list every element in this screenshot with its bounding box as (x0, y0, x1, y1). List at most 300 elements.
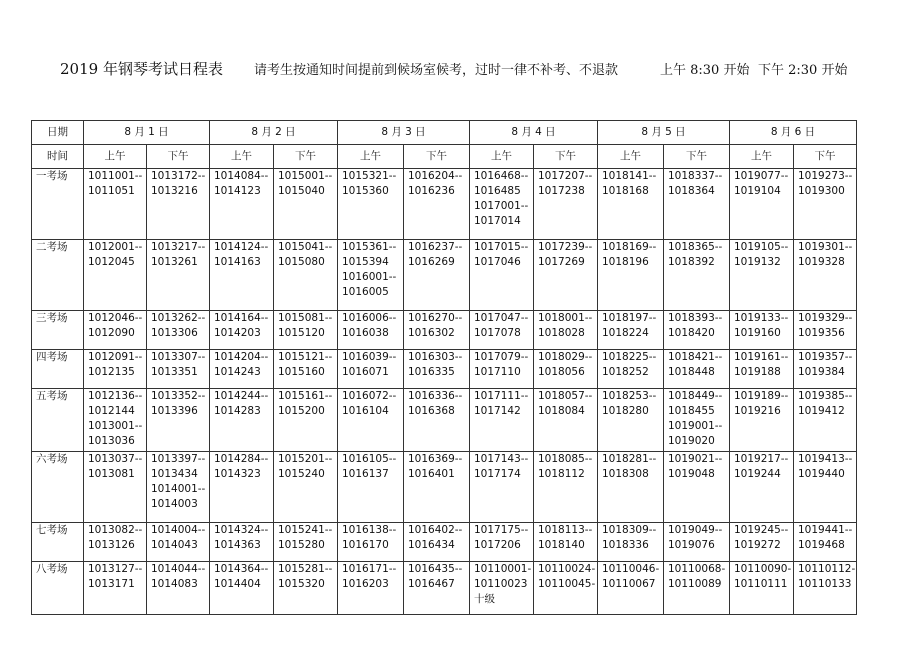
candidate-number-range: 1013126 (88, 539, 135, 551)
candidate-number-range: 1013037-- (88, 453, 143, 465)
schedule-cell (404, 389, 470, 452)
candidate-number-range: 10110090- (734, 563, 792, 575)
candidate-number-range: 1018280 (602, 405, 649, 417)
candidate-number-range: 1018337-- (668, 170, 723, 182)
schedule-cell (84, 311, 147, 350)
schedule-cell (598, 562, 664, 615)
schedule-cell (794, 562, 857, 615)
candidate-number-range: 1015081-- (278, 312, 333, 324)
candidate-number-range: 1013306 (151, 327, 198, 339)
candidate-number-range: 1016269 (408, 256, 455, 268)
candidate-number-range: 1014243 (214, 366, 261, 378)
candidate-number-range: 1015241-- (278, 524, 333, 536)
candidate-number-range: 1014003 (151, 498, 198, 510)
pm-header: 下午 (274, 145, 338, 169)
candidate-number-range: 1019048 (668, 468, 715, 480)
candidate-number-range: 1019412 (798, 405, 845, 417)
schedule-cell (274, 389, 338, 452)
candidate-number-range: 1012135 (88, 366, 135, 378)
date-header-row (32, 121, 857, 145)
candidate-number-range: 1018455 (668, 405, 715, 417)
schedule-cell (664, 169, 730, 240)
candidate-number-range: 1019001-- (668, 420, 723, 432)
candidate-number-range: 1019441-- (798, 524, 853, 536)
candidate-number-range: 1019132 (734, 256, 781, 268)
candidate-number-range: 1019049-- (668, 524, 723, 536)
candidate-number-range: 1016303-- (408, 351, 463, 363)
schedule-cell (147, 169, 210, 240)
candidate-number-range: 1014004-- (151, 524, 206, 536)
candidate-number-range: 10110089 (668, 578, 722, 590)
candidate-number-range: 1016005 (342, 286, 389, 298)
candidate-number-range: 1015360 (342, 185, 389, 197)
candidate-number-range: 1015281-- (278, 563, 333, 575)
schedule-cell (534, 311, 598, 350)
schedule-cell (404, 240, 470, 311)
candidate-number-range: 1016038 (342, 327, 389, 339)
candidate-number-range: 1018056 (538, 366, 585, 378)
candidate-number-range: 1018448 (668, 366, 715, 378)
candidate-number-range: 1016468-- (474, 170, 529, 182)
schedule-cell (730, 350, 794, 389)
exam-room-label: 七考场 (32, 523, 84, 562)
candidate-number-range: 1011051 (88, 185, 135, 197)
candidate-number-range: 1017047-- (474, 312, 529, 324)
candidate-number-range: 1019216 (734, 405, 781, 417)
candidate-number-range: 1018113-- (538, 524, 593, 536)
candidate-number-range: 1015200 (278, 405, 325, 417)
schedule-cell (730, 311, 794, 350)
table-row (32, 240, 857, 311)
schedule-cell (147, 240, 210, 311)
candidate-number-range: 1016402-- (408, 524, 463, 536)
schedule-cell (794, 452, 857, 523)
candidate-number-range: 10110045- (538, 578, 596, 590)
schedule-cell (598, 240, 664, 311)
schedule-cell (794, 169, 857, 240)
candidate-number-range: 1016137 (342, 468, 389, 480)
schedule-cell (84, 562, 147, 615)
schedule-cell (598, 523, 664, 562)
candidate-number-range: 1018420 (668, 327, 715, 339)
time-header-row (32, 145, 857, 169)
table-row (32, 350, 857, 389)
candidate-number-range: 1016467 (408, 578, 455, 590)
schedule-cell (534, 523, 598, 562)
candidate-number-range: 10110024- (538, 563, 596, 575)
pm-header: 下午 (794, 145, 857, 169)
schedule-cell (534, 562, 598, 615)
afternoon-start-time: 下午 2:30 开始 (758, 63, 848, 78)
candidate-number-range: 1012001-- (88, 241, 143, 253)
page-header (60, 58, 860, 80)
candidate-number-range: 1017239-- (538, 241, 593, 253)
candidate-number-range: 1019328 (798, 256, 845, 268)
candidate-number-range: 1016237-- (408, 241, 463, 253)
table-row (32, 169, 857, 240)
schedule-cell (794, 389, 857, 452)
candidate-number-range: 1013036 (88, 435, 135, 447)
candidate-number-range: 1013351 (151, 366, 198, 378)
candidate-number-range: 1012046-- (88, 312, 143, 324)
candidate-number-range: 1016171-- (342, 563, 397, 575)
schedule-cell (274, 240, 338, 311)
candidate-number-range: 1018308 (602, 468, 649, 480)
candidate-number-range: 10110133 (798, 578, 852, 590)
schedule-cell (210, 311, 274, 350)
candidate-number-range: 1018141-- (602, 170, 657, 182)
candidate-number-range: 1016302 (408, 327, 455, 339)
candidate-number-range: 1018225-- (602, 351, 657, 363)
candidate-number-range: 1015240 (278, 468, 325, 480)
candidate-number-range: 1013217-- (151, 241, 206, 253)
candidate-number-range: 1014043 (151, 539, 198, 551)
candidate-number-range: 1014203 (214, 327, 261, 339)
candidate-number-range: 1018029-- (538, 351, 593, 363)
schedule-cell (210, 389, 274, 452)
schedule-cell (84, 452, 147, 523)
candidate-number-range: 10110023 (474, 578, 528, 590)
schedule-cell (664, 523, 730, 562)
schedule-cell (147, 562, 210, 615)
candidate-number-range: 1017142 (474, 405, 521, 417)
candidate-number-range: 1014163 (214, 256, 261, 268)
exam-room-label: 五考场 (32, 389, 84, 452)
candidate-number-range: 十级 (474, 593, 495, 605)
schedule-cell (210, 240, 274, 311)
exam-room-label: 八考场 (32, 562, 84, 615)
candidate-number-range: 1014404 (214, 578, 261, 590)
schedule-cell (147, 523, 210, 562)
candidate-number-range: 1013127-- (88, 563, 143, 575)
pm-header: 下午 (534, 145, 598, 169)
candidate-number-range: 1015120 (278, 327, 325, 339)
pm-header: 下午 (404, 145, 470, 169)
candidate-number-range: 1013001-- (88, 420, 143, 432)
candidate-number-range: 1015361-- (342, 241, 397, 253)
date-header: 8 月 3 日 (338, 121, 470, 145)
candidate-number-range: 1017143-- (474, 453, 529, 465)
schedule-cell (147, 452, 210, 523)
candidate-number-range: 1018001-- (538, 312, 593, 324)
candidate-number-range: 1016071 (342, 366, 389, 378)
candidate-number-range: 1013216 (151, 185, 198, 197)
candidate-number-range: 1013262-- (151, 312, 206, 324)
candidate-number-range: 1016104 (342, 405, 389, 417)
candidate-number-range: 1016138-- (342, 524, 397, 536)
candidate-number-range: 1014123 (214, 185, 261, 197)
candidate-number-range: 1017015-- (474, 241, 529, 253)
candidate-number-range: 1016335 (408, 366, 455, 378)
schedule-cell (470, 311, 534, 350)
candidate-number-range: 1018252 (602, 366, 649, 378)
schedule-cell (598, 389, 664, 452)
schedule-cell (534, 452, 598, 523)
schedule-cell (210, 452, 274, 523)
exam-room-label: 一考场 (32, 169, 84, 240)
candidate-number-range: 1019161-- (734, 351, 789, 363)
candidate-number-range: 1017207-- (538, 170, 593, 182)
candidate-number-range: 1019188 (734, 366, 781, 378)
schedule-cell (794, 311, 857, 350)
exam-room-label: 六考场 (32, 452, 84, 523)
schedule-cell (274, 562, 338, 615)
schedule-cell (274, 452, 338, 523)
candidate-number-range: 1016336-- (408, 390, 463, 402)
candidate-number-range: 1013307-- (151, 351, 206, 363)
schedule-cell (730, 523, 794, 562)
schedule-cell (404, 169, 470, 240)
schedule-cell (534, 389, 598, 452)
table-row (32, 523, 857, 562)
candidate-number-range: 1012136-- (88, 390, 143, 402)
schedule-cell (210, 562, 274, 615)
schedule-cell (470, 523, 534, 562)
candidate-number-range: 1019356 (798, 327, 845, 339)
candidate-number-range: 1017079-- (474, 351, 529, 363)
candidate-number-range: 1017206 (474, 539, 521, 551)
schedule-cell (274, 169, 338, 240)
candidate-number-range: 1018197-- (602, 312, 657, 324)
schedule-cell (730, 452, 794, 523)
candidate-number-range: 1019189-- (734, 390, 789, 402)
schedule-cell (404, 311, 470, 350)
candidate-number-range: 1019273-- (798, 170, 853, 182)
candidate-number-range: 1018224 (602, 327, 649, 339)
candidate-number-range: 1019077-- (734, 170, 789, 182)
candidate-number-range: 1016001-- (342, 271, 397, 283)
schedule-cell (338, 350, 404, 389)
schedule-cell (470, 562, 534, 615)
candidate-number-range: 1014323 (214, 468, 261, 480)
am-header: 上午 (210, 145, 274, 169)
candidate-number-range: 1018253-- (602, 390, 657, 402)
schedule-cell (534, 350, 598, 389)
candidate-number-range: 1013261 (151, 256, 198, 268)
candidate-number-range: 1018393-- (668, 312, 723, 324)
date-header: 8 月 2 日 (210, 121, 338, 145)
schedule-cell (404, 562, 470, 615)
candidate-number-range: 1016270-- (408, 312, 463, 324)
am-header: 上午 (338, 145, 404, 169)
schedule-cell (210, 350, 274, 389)
candidate-number-range: 1019217-- (734, 453, 789, 465)
exam-room-label: 四考场 (32, 350, 84, 389)
candidate-number-range: 1014124-- (214, 241, 269, 253)
candidate-number-range: 1017046 (474, 256, 521, 268)
candidate-number-range: 1014284-- (214, 453, 269, 465)
candidate-number-range: 1019385-- (798, 390, 853, 402)
candidate-number-range: 1015201-- (278, 453, 333, 465)
date-header: 8 月 6 日 (730, 121, 857, 145)
candidate-number-range: 1015161-- (278, 390, 333, 402)
schedule-cell (730, 389, 794, 452)
candidate-number-range: 10110112- (798, 563, 856, 575)
schedule-cell (84, 523, 147, 562)
schedule-cell (338, 452, 404, 523)
candidate-number-range: 1016204-- (408, 170, 463, 182)
candidate-number-range: 1019020 (668, 435, 715, 447)
candidate-number-range: 1018196 (602, 256, 649, 268)
candidate-number-range: 1018449-- (668, 390, 723, 402)
candidate-number-range: 1017001-- (474, 200, 529, 212)
pm-header: 下午 (664, 145, 730, 169)
candidate-number-range: 10110046- (602, 563, 660, 575)
schedule-cell (470, 389, 534, 452)
schedule-cell (210, 523, 274, 562)
am-header: 上午 (470, 145, 534, 169)
candidate-number-range: 1016434 (408, 539, 455, 551)
candidate-number-range: 1018085-- (538, 453, 593, 465)
candidate-number-range: 10110001- (474, 563, 532, 575)
schedule-cell (664, 562, 730, 615)
schedule-cell (794, 350, 857, 389)
schedule-cell (470, 452, 534, 523)
candidate-number-range: 1014164-- (214, 312, 269, 324)
candidate-number-range: 1015080 (278, 256, 325, 268)
candidate-number-range: 1016236 (408, 185, 455, 197)
candidate-number-range: 1018392 (668, 256, 715, 268)
candidate-number-range: 1018028 (538, 327, 585, 339)
schedule-cell (210, 169, 274, 240)
candidate-number-range: 1014204-- (214, 351, 269, 363)
schedule-cell (338, 240, 404, 311)
candidate-number-range: 1017238 (538, 185, 585, 197)
candidate-number-range: 1016485 (474, 185, 521, 197)
candidate-number-range: 1015394 (342, 256, 389, 268)
candidate-number-range: 1018281-- (602, 453, 657, 465)
candidate-number-range: 1018168 (602, 185, 649, 197)
exam-room-label: 三考场 (32, 311, 84, 350)
schedule-cell (794, 240, 857, 311)
candidate-number-range: 1017014 (474, 215, 521, 227)
exam-schedule-table (31, 120, 857, 615)
candidate-number-range: 1011001-- (88, 170, 143, 182)
schedule-cell (794, 523, 857, 562)
table-row (32, 389, 857, 452)
candidate-number-range: 1012090 (88, 327, 135, 339)
morning-start-time: 上午 8:30 开始 (660, 63, 750, 78)
schedule-cell (274, 311, 338, 350)
notice-text: 请考生按通知时间提前到候场室候考，过时一律不补考、不退款 (254, 63, 619, 78)
candidate-number-range: 1016435-- (408, 563, 463, 575)
schedule-cell (274, 350, 338, 389)
candidate-number-range: 1013082-- (88, 524, 143, 536)
table-row (32, 452, 857, 523)
schedule-cell (84, 389, 147, 452)
candidate-number-range: 1019357-- (798, 351, 853, 363)
candidate-number-range: 1017174 (474, 468, 521, 480)
candidate-number-range: 1013434 (151, 468, 198, 480)
candidate-number-range: 1019076 (668, 539, 715, 551)
candidate-number-range: 1019104 (734, 185, 781, 197)
candidate-number-range: 1017111-- (474, 390, 529, 402)
schedule-cell (730, 240, 794, 311)
candidate-number-range: 1018309-- (602, 524, 657, 536)
schedule-cell (730, 169, 794, 240)
schedule-cell (470, 240, 534, 311)
schedule-cell (470, 169, 534, 240)
candidate-number-range: 1018057-- (538, 390, 593, 402)
candidate-number-range: 1019133-- (734, 312, 789, 324)
table-row (32, 562, 857, 615)
date-header: 8 月 1 日 (84, 121, 210, 145)
candidate-number-range: 1019384 (798, 366, 845, 378)
candidate-number-range: 1016203 (342, 578, 389, 590)
candidate-number-range: 1019245-- (734, 524, 789, 536)
schedule-cell (598, 350, 664, 389)
candidate-number-range: 1015041-- (278, 241, 333, 253)
schedule-cell (338, 311, 404, 350)
candidate-number-range: 1014324-- (214, 524, 269, 536)
candidate-number-range: 1013081 (88, 468, 135, 480)
candidate-number-range: 1019301-- (798, 241, 853, 253)
candidate-number-range: 1015121-- (278, 351, 333, 363)
table-row (32, 311, 857, 350)
candidate-number-range: 1019160 (734, 327, 781, 339)
schedule-cell (664, 240, 730, 311)
candidate-number-range: 1014044-- (151, 563, 206, 575)
candidate-number-range: 1018421-- (668, 351, 723, 363)
schedule-cell (338, 169, 404, 240)
schedule-cell (598, 311, 664, 350)
schedule-cell (404, 523, 470, 562)
schedule-body (32, 121, 857, 615)
candidate-number-range: 1019468 (798, 539, 845, 551)
candidate-number-range: 1019272 (734, 539, 781, 551)
candidate-number-range: 1013396 (151, 405, 198, 417)
candidate-number-range: 1018365-- (668, 241, 723, 253)
schedule-cell (338, 523, 404, 562)
candidate-number-range: 1016105-- (342, 453, 397, 465)
schedule-cell (84, 169, 147, 240)
schedule-cell (338, 562, 404, 615)
schedule-cell (274, 523, 338, 562)
date-header: 8 月 4 日 (470, 121, 598, 145)
schedule-cell (147, 350, 210, 389)
candidate-number-range: 1019440 (798, 468, 845, 480)
candidate-number-range: 1014363 (214, 539, 261, 551)
candidate-number-range: 1012045 (88, 256, 135, 268)
candidate-number-range: 1012144 (88, 405, 135, 417)
candidate-number-range: 1016401 (408, 468, 455, 480)
schedule-cell (534, 240, 598, 311)
candidate-number-range: 1018169-- (602, 241, 657, 253)
schedule-cell (664, 311, 730, 350)
candidate-number-range: 1016039-- (342, 351, 397, 363)
candidate-number-range: 1015280 (278, 539, 325, 551)
candidate-number-range: 1013171 (88, 578, 135, 590)
candidate-number-range: 1019244 (734, 468, 781, 480)
candidate-number-range: 10110111 (734, 578, 788, 590)
candidate-number-range: 1015321-- (342, 170, 397, 182)
candidate-number-range: 1018112 (538, 468, 585, 480)
candidate-number-range: 1017078 (474, 327, 521, 339)
candidate-number-range: 1013352-- (151, 390, 206, 402)
date-label: 日期 (32, 121, 84, 145)
time-label: 时间 (32, 145, 84, 169)
candidate-number-range: 1014283 (214, 405, 261, 417)
candidate-number-range: 1018140 (538, 539, 585, 551)
candidate-number-range: 1018336 (602, 539, 649, 551)
candidate-number-range: 1014001-- (151, 483, 206, 495)
schedule-cell (338, 389, 404, 452)
candidate-number-range: 1016170 (342, 539, 389, 551)
candidate-number-range: 1013397-- (151, 453, 206, 465)
exam-room-label: 二考场 (32, 240, 84, 311)
schedule-cell (664, 350, 730, 389)
candidate-number-range: 1016072-- (342, 390, 397, 402)
